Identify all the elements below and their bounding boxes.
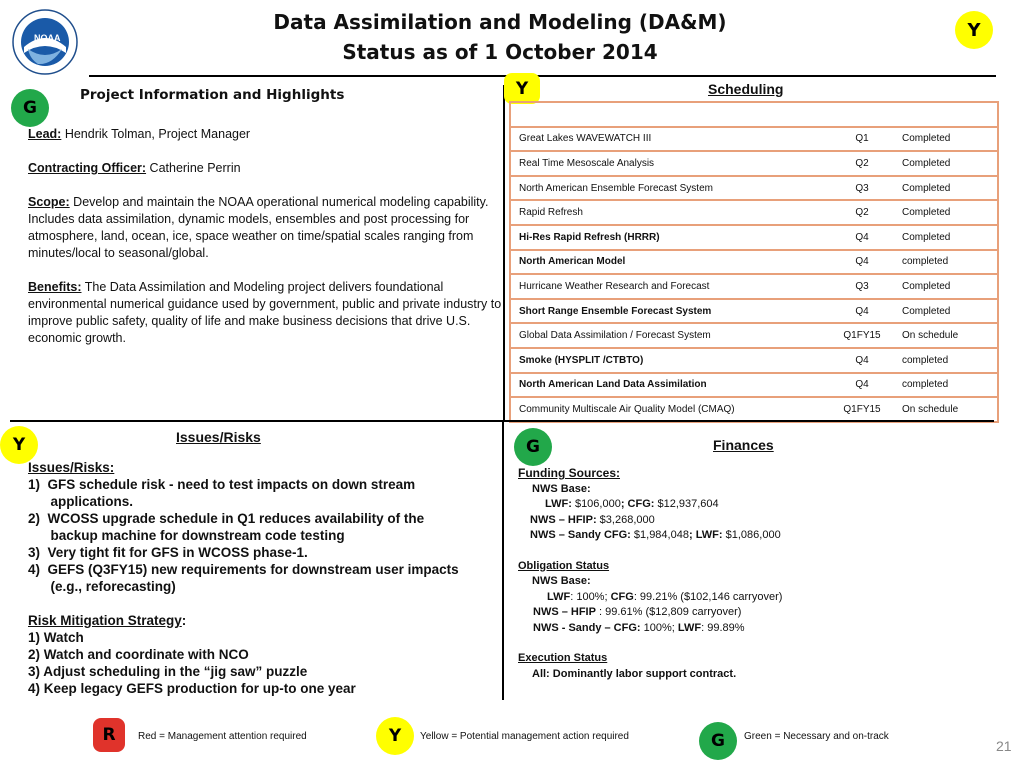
page-number: 21 bbox=[996, 738, 1012, 754]
project-name-cell: North American Model bbox=[510, 250, 832, 275]
scope-label: Scope: bbox=[28, 195, 70, 209]
issue-item: (e.g., reforecasting) bbox=[28, 579, 176, 594]
project-name-cell: Global Data Assimilation / Forecast System bbox=[510, 323, 832, 348]
project-name-cell: Rapid Refresh bbox=[510, 200, 832, 225]
finances-block bbox=[518, 466, 782, 682]
table-row bbox=[510, 373, 998, 398]
status-cell: Completed bbox=[892, 274, 998, 299]
legend-green-text: Green = Necessary and on-track bbox=[744, 731, 889, 742]
issue-item: 4) GEFS (Q3FY15) new requirements for downstream user impacts bbox=[28, 562, 459, 577]
sandy-lwf-value: $1,086,000 bbox=[722, 529, 781, 541]
quarter-cell: Q4 bbox=[832, 225, 892, 250]
benefits-text bbox=[28, 279, 503, 347]
benefits-value: The Data Assimilation and Modeling project delivers foundational environmental numerical guidance used by government, public and private industry to improve public safety, quality of life and make business decisions that drive U.S. economic growth. bbox=[28, 280, 502, 345]
page-title: Data Assimilation and Modeling (DA&M) bbox=[273, 10, 727, 34]
status-cell: Completed bbox=[892, 225, 998, 250]
cfg-label: ; CFG: bbox=[620, 498, 655, 510]
table-row bbox=[510, 348, 998, 373]
status-cell: Completed bbox=[892, 127, 998, 152]
ob-nws-base: NWS Base: bbox=[532, 575, 591, 587]
issues-status-badge: Y bbox=[0, 426, 38, 464]
status-cell: On schedule bbox=[892, 397, 998, 422]
project-name-cell: Smoke (HYSPLIT /CTBTO) bbox=[510, 348, 832, 373]
schedule-table bbox=[509, 101, 999, 423]
issues-subheading: Issues/Risks: bbox=[28, 460, 115, 475]
sandy-label: NWS – Sandy CFG: bbox=[530, 529, 631, 541]
legend-yellow-text: Yellow = Potential management action required bbox=[420, 731, 629, 742]
quarter-cell: Q3 bbox=[832, 176, 892, 201]
page-subtitle: Status as of 1 October 2014 bbox=[342, 40, 658, 64]
status-cell: completed bbox=[892, 348, 998, 373]
ob-lwf-value: : 100%; bbox=[570, 590, 611, 603]
table-row bbox=[510, 299, 998, 324]
ob-sandy-label: NWS - Sandy – CFG: bbox=[533, 621, 641, 634]
project-name-cell: Real Time Mesoscale Analysis bbox=[510, 151, 832, 176]
ob-sandy-value: 100%; bbox=[640, 621, 678, 634]
ob-lwf-label: LWF bbox=[547, 590, 571, 603]
project-name-cell: North American Ensemble Forecast System bbox=[510, 176, 832, 201]
project-name-cell: Community Multiscale Air Quality Model (CMAQ) bbox=[510, 397, 832, 422]
quarter-cell: Q1FY15 bbox=[832, 323, 892, 348]
lwf-label: LWF: bbox=[545, 498, 572, 510]
lwf-value: $106,000 bbox=[571, 498, 621, 510]
ob-sandy-lwf-label: LWF bbox=[677, 621, 702, 634]
project-name-cell: Hurricane Weather Research and Forecast bbox=[510, 274, 832, 299]
center-divider-top bbox=[503, 85, 505, 422]
scope-text bbox=[28, 194, 503, 262]
overall-status-badge: Y bbox=[955, 11, 993, 49]
issue-item: applications. bbox=[28, 494, 134, 509]
scheduling-status-badge: Y bbox=[504, 73, 540, 104]
scope-value: Develop and maintain the NOAA operational numerical modeling capability. Includes data assimilation, dynamic models, ensembles and post processing for atmosphere, land, ocean, ice, space weather on time/spatial scales ranging from minutes/local to seasonal/global. bbox=[28, 195, 489, 260]
sandy-lwf-label: ; LWF: bbox=[688, 529, 723, 541]
project-name-cell: North American Land Data Assimilation bbox=[510, 373, 832, 398]
issues-heading: Issues/Risks bbox=[176, 429, 261, 445]
benefits-label: Benefits: bbox=[28, 280, 82, 294]
ob-hfip-value: : 99.61% ($12,809 carryover) bbox=[595, 606, 742, 618]
legend-red-badge: R bbox=[93, 718, 125, 752]
quarter-cell: Q2 bbox=[832, 151, 892, 176]
table-row bbox=[510, 397, 998, 422]
quarter-cell: Q3 bbox=[832, 274, 892, 299]
quarter-cell: Q1 bbox=[832, 127, 892, 152]
hfip-line bbox=[518, 513, 782, 529]
lead-line bbox=[28, 126, 503, 143]
issue-item: 1) GFS schedule risk - need to test impacts on down stream bbox=[28, 477, 416, 492]
header-divider bbox=[89, 75, 996, 77]
mitigation-item: 2) Watch and coordinate with NCO bbox=[28, 647, 249, 662]
quarter-cell: Q4 bbox=[832, 373, 892, 398]
cfg-value: $12,937,604 bbox=[654, 498, 719, 510]
mitigation-item: 3) Adjust scheduling in the “jig saw” puzzle bbox=[28, 664, 308, 679]
quarter-cell: Q4 bbox=[832, 250, 892, 275]
execution-value: All: Dominantly labor support contract. bbox=[532, 667, 737, 680]
co-value: Catherine Perrin bbox=[146, 161, 241, 175]
status-cell: completed bbox=[892, 250, 998, 275]
nws-base-label: NWS Base: bbox=[532, 482, 591, 495]
mitigation-heading-line bbox=[28, 612, 459, 629]
obligation-heading: Obligation Status bbox=[518, 559, 610, 572]
center-divider-bottom bbox=[502, 422, 504, 700]
middle-divider bbox=[10, 420, 994, 422]
table-row bbox=[510, 176, 998, 201]
blank-cell bbox=[510, 102, 998, 127]
status-cell: On schedule bbox=[892, 323, 998, 348]
legend-red-text: Red = Management attention required bbox=[138, 731, 307, 742]
ob-sandy-line bbox=[518, 621, 782, 637]
ob-cfg-label: CFG bbox=[610, 590, 634, 603]
quarter-cell: Q4 bbox=[832, 348, 892, 373]
project-name-cell: Great Lakes WAVEWATCH III bbox=[510, 127, 832, 152]
schedule-body bbox=[510, 102, 998, 422]
table-row bbox=[510, 274, 998, 299]
scheduling-heading: Scheduling bbox=[708, 81, 784, 97]
sandy-value: $1,984,048 bbox=[630, 529, 689, 541]
table-row bbox=[510, 225, 998, 250]
schedule-header-row bbox=[510, 102, 998, 127]
sandy-line bbox=[518, 528, 782, 544]
status-cell: Completed bbox=[892, 299, 998, 324]
issue-item: 2) WCOSS upgrade schedule in Q1 reduces availability of the bbox=[28, 511, 425, 526]
lwf-line bbox=[518, 497, 782, 513]
project-heading: Project Information and Highlights bbox=[80, 87, 345, 103]
mitigation-item: 1) Watch bbox=[28, 630, 84, 645]
status-cell: Completed bbox=[892, 200, 998, 225]
status-cell: completed bbox=[892, 373, 998, 398]
quarter-cell: Q4 bbox=[832, 299, 892, 324]
table-row bbox=[510, 151, 998, 176]
lead-label: Lead: bbox=[28, 127, 62, 141]
mitigation-list bbox=[28, 629, 459, 697]
funding-heading: Funding Sources: bbox=[518, 466, 620, 480]
project-name-cell: Hi-Res Rapid Refresh (HRRR) bbox=[510, 225, 832, 250]
execution-heading: Execution Status bbox=[518, 652, 608, 664]
issues-block bbox=[28, 459, 459, 697]
mitigation-colon: : bbox=[181, 613, 187, 628]
ob-hfip-label: NWS – HFIP bbox=[533, 606, 596, 618]
table-row bbox=[510, 200, 998, 225]
ob-sandy-lwf-value: : 99.89% bbox=[701, 621, 745, 634]
project-status-badge: G bbox=[11, 89, 49, 127]
lead-value: Hendrik Tolman, Project Manager bbox=[61, 127, 251, 141]
project-info-block bbox=[28, 126, 503, 347]
status-cell: Completed bbox=[892, 151, 998, 176]
status-cell: Completed bbox=[892, 176, 998, 201]
project-name-cell: Short Range Ensemble Forecast System bbox=[510, 299, 832, 324]
legend-green-badge: G bbox=[699, 722, 737, 760]
ob-lwf-line bbox=[518, 590, 782, 606]
contracting-officer-line bbox=[28, 160, 503, 177]
logo-text: NOAA bbox=[34, 33, 61, 43]
quarter-cell: Q1FY15 bbox=[832, 397, 892, 422]
ob-cfg-value: : 99.21% ($102,146 carryover) bbox=[633, 590, 783, 603]
finances-heading: Finances bbox=[713, 437, 774, 453]
finances-status-badge: G bbox=[514, 428, 552, 466]
issues-list bbox=[28, 476, 459, 595]
ob-hfip-line bbox=[518, 605, 782, 621]
quarter-cell: Q2 bbox=[832, 200, 892, 225]
table-row bbox=[510, 250, 998, 275]
table-row bbox=[510, 127, 998, 152]
hfip-value: $3,268,000 bbox=[596, 513, 655, 526]
hfip-label: NWS – HFIP: bbox=[530, 513, 597, 526]
co-label: Contracting Officer: bbox=[28, 161, 147, 175]
issue-item: 3) Very tight fit for GFS in WCOSS phase-1. bbox=[28, 545, 308, 560]
legend-yellow-badge: Y bbox=[376, 717, 414, 755]
mitigation-heading: Risk Mitigation Strategy bbox=[28, 613, 182, 628]
mitigation-item: 4) Keep legacy GEFS production for up-to one year bbox=[28, 681, 356, 696]
issue-item: backup machine for downstream code testing bbox=[28, 528, 345, 543]
table-row bbox=[510, 323, 998, 348]
